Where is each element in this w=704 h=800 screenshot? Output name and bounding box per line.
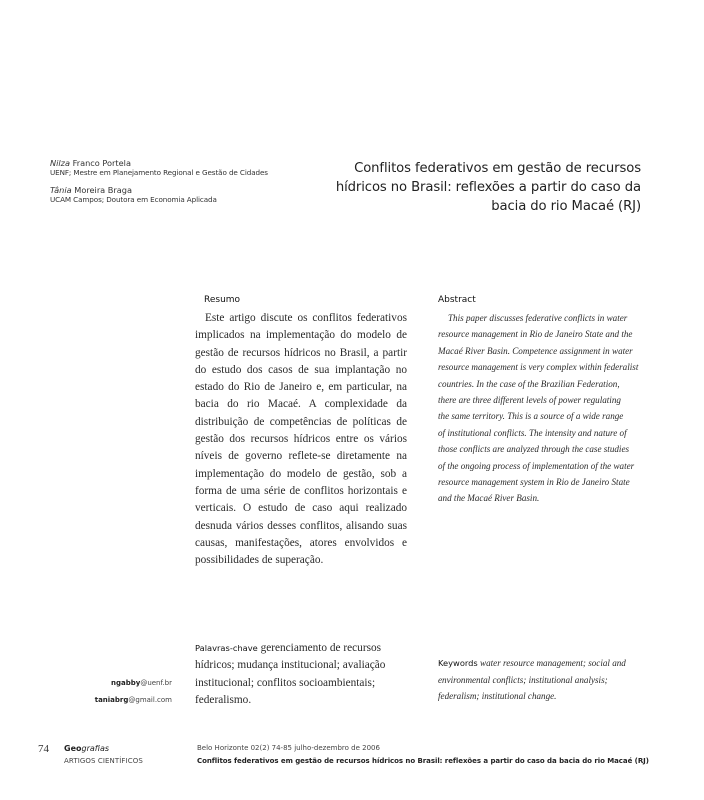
resumo-section (195, 295, 407, 569)
author-last-name: Franco Portela (72, 158, 131, 168)
title-line: hídricos no Brasil: reflexões a partir do caso da (335, 180, 641, 195)
email-user: ngabby (111, 679, 141, 687)
abstract-line: of institutional conflicts. The intensity and nature of (438, 427, 627, 438)
abstract-line: This paper discusses federative conflicts in water (448, 313, 628, 323)
abstract-heading: Abstract (438, 295, 476, 305)
keywords-en-label: Keywords (438, 658, 478, 668)
abstract-line: and the Macaé River Basin. (438, 493, 540, 504)
keywords-en-text: water resource management; social and environmental conflicts; institutional analysis; federalism; institutional change. (438, 658, 626, 702)
abstract-line: resource management system in Rio de Janeiro State (438, 477, 630, 488)
author-affiliation: UCAM Campos; Doutora em Economia Aplicada (50, 195, 217, 204)
abstract-line: those conflicts are analyzed through the case studies (438, 444, 630, 455)
journal-name (64, 744, 109, 753)
abstract-line: resource management is very complex within federalist (438, 362, 639, 373)
abstract-line: countries. In the case of the Brazilian Federation, (438, 378, 620, 389)
resumo-heading: Resumo (204, 295, 241, 305)
title-line: Conflitos federativos em gestão de recursos (354, 161, 641, 176)
author-first-name: Nilza (50, 158, 70, 168)
abstract-line: the same territory. This is a source of a wide range (438, 411, 624, 422)
article-title (321, 159, 641, 216)
author-name (50, 158, 350, 168)
abstract-section (438, 295, 643, 507)
title-line: bacia do rio Macaé (RJ) (491, 199, 641, 214)
author-emails (60, 675, 172, 709)
keywords-pt (195, 640, 407, 709)
email-user: taniabrg (94, 696, 129, 704)
keywords-en (438, 655, 643, 705)
keywords-pt-text: gerenciamento de recursos hídricos; mudança institucional; avaliação institucional; conflitos socioambientais; federalismo. (195, 642, 386, 706)
author-last-name: Moreira Braga (74, 185, 133, 195)
author-name (50, 185, 350, 195)
abstract-line: of the ongoing process of implementation of the water (438, 460, 635, 471)
author-first-name: Tânia (50, 185, 72, 195)
issue-info: Belo Horizonte 02(2) 74-85 julho-dezembro de 2006 (197, 744, 380, 752)
abstract-line: Macaé River Basin. Competence assignment in water (438, 345, 633, 356)
running-title: Conflitos federativos em gestão de recursos hídricos no Brasil: reflexões a partir do caso da bacia do rio Macaé (RJ) (197, 757, 649, 765)
resumo-text: Este artigo discute os conflitos federativos implicados na implementação do modelo de gestão de recursos hídricos no Brasil, a partir do estudo dos casos de sua implantação no estado do Rio de Janeiro e, em particular, na bacia do rio Macaé. A complexidade da distribuição de competências de políticas de gestão dos recursos hídricos entre os vários níveis de governo reflete-se diretamente na implementação do modelo de gestão, sob a forma de uma série de conflitos horizontais e verticais. O estudo de caso aqui realizado desnuda vários desses conflitos, alisando suas causas, manifestações, atores envolvidos e possibilidades de superação. (195, 312, 407, 567)
abstract-line: resource management in Rio de Janeiro State and the (438, 329, 633, 340)
abstract-text (438, 310, 643, 507)
abstract-line: there are three different levels of power regulating (438, 395, 621, 406)
author-block (50, 158, 350, 212)
page-number: 74 (38, 743, 49, 755)
email-link[interactable] (60, 675, 172, 692)
keywords-pt-label: Palavras-chave (195, 643, 258, 653)
email-domain: @gmail.com (128, 696, 172, 704)
journal-section: ARTIGOS CIENTÍFICOS (64, 757, 143, 765)
email-domain: @uenf.br (140, 679, 172, 687)
author-affiliation: UENF; Mestre em Planejamento Regional e Gestão de Cidades (50, 168, 268, 177)
journal-name-bold: Geo (64, 744, 82, 753)
email-link[interactable] (60, 692, 172, 709)
journal-name-italic: grafias (81, 744, 110, 753)
